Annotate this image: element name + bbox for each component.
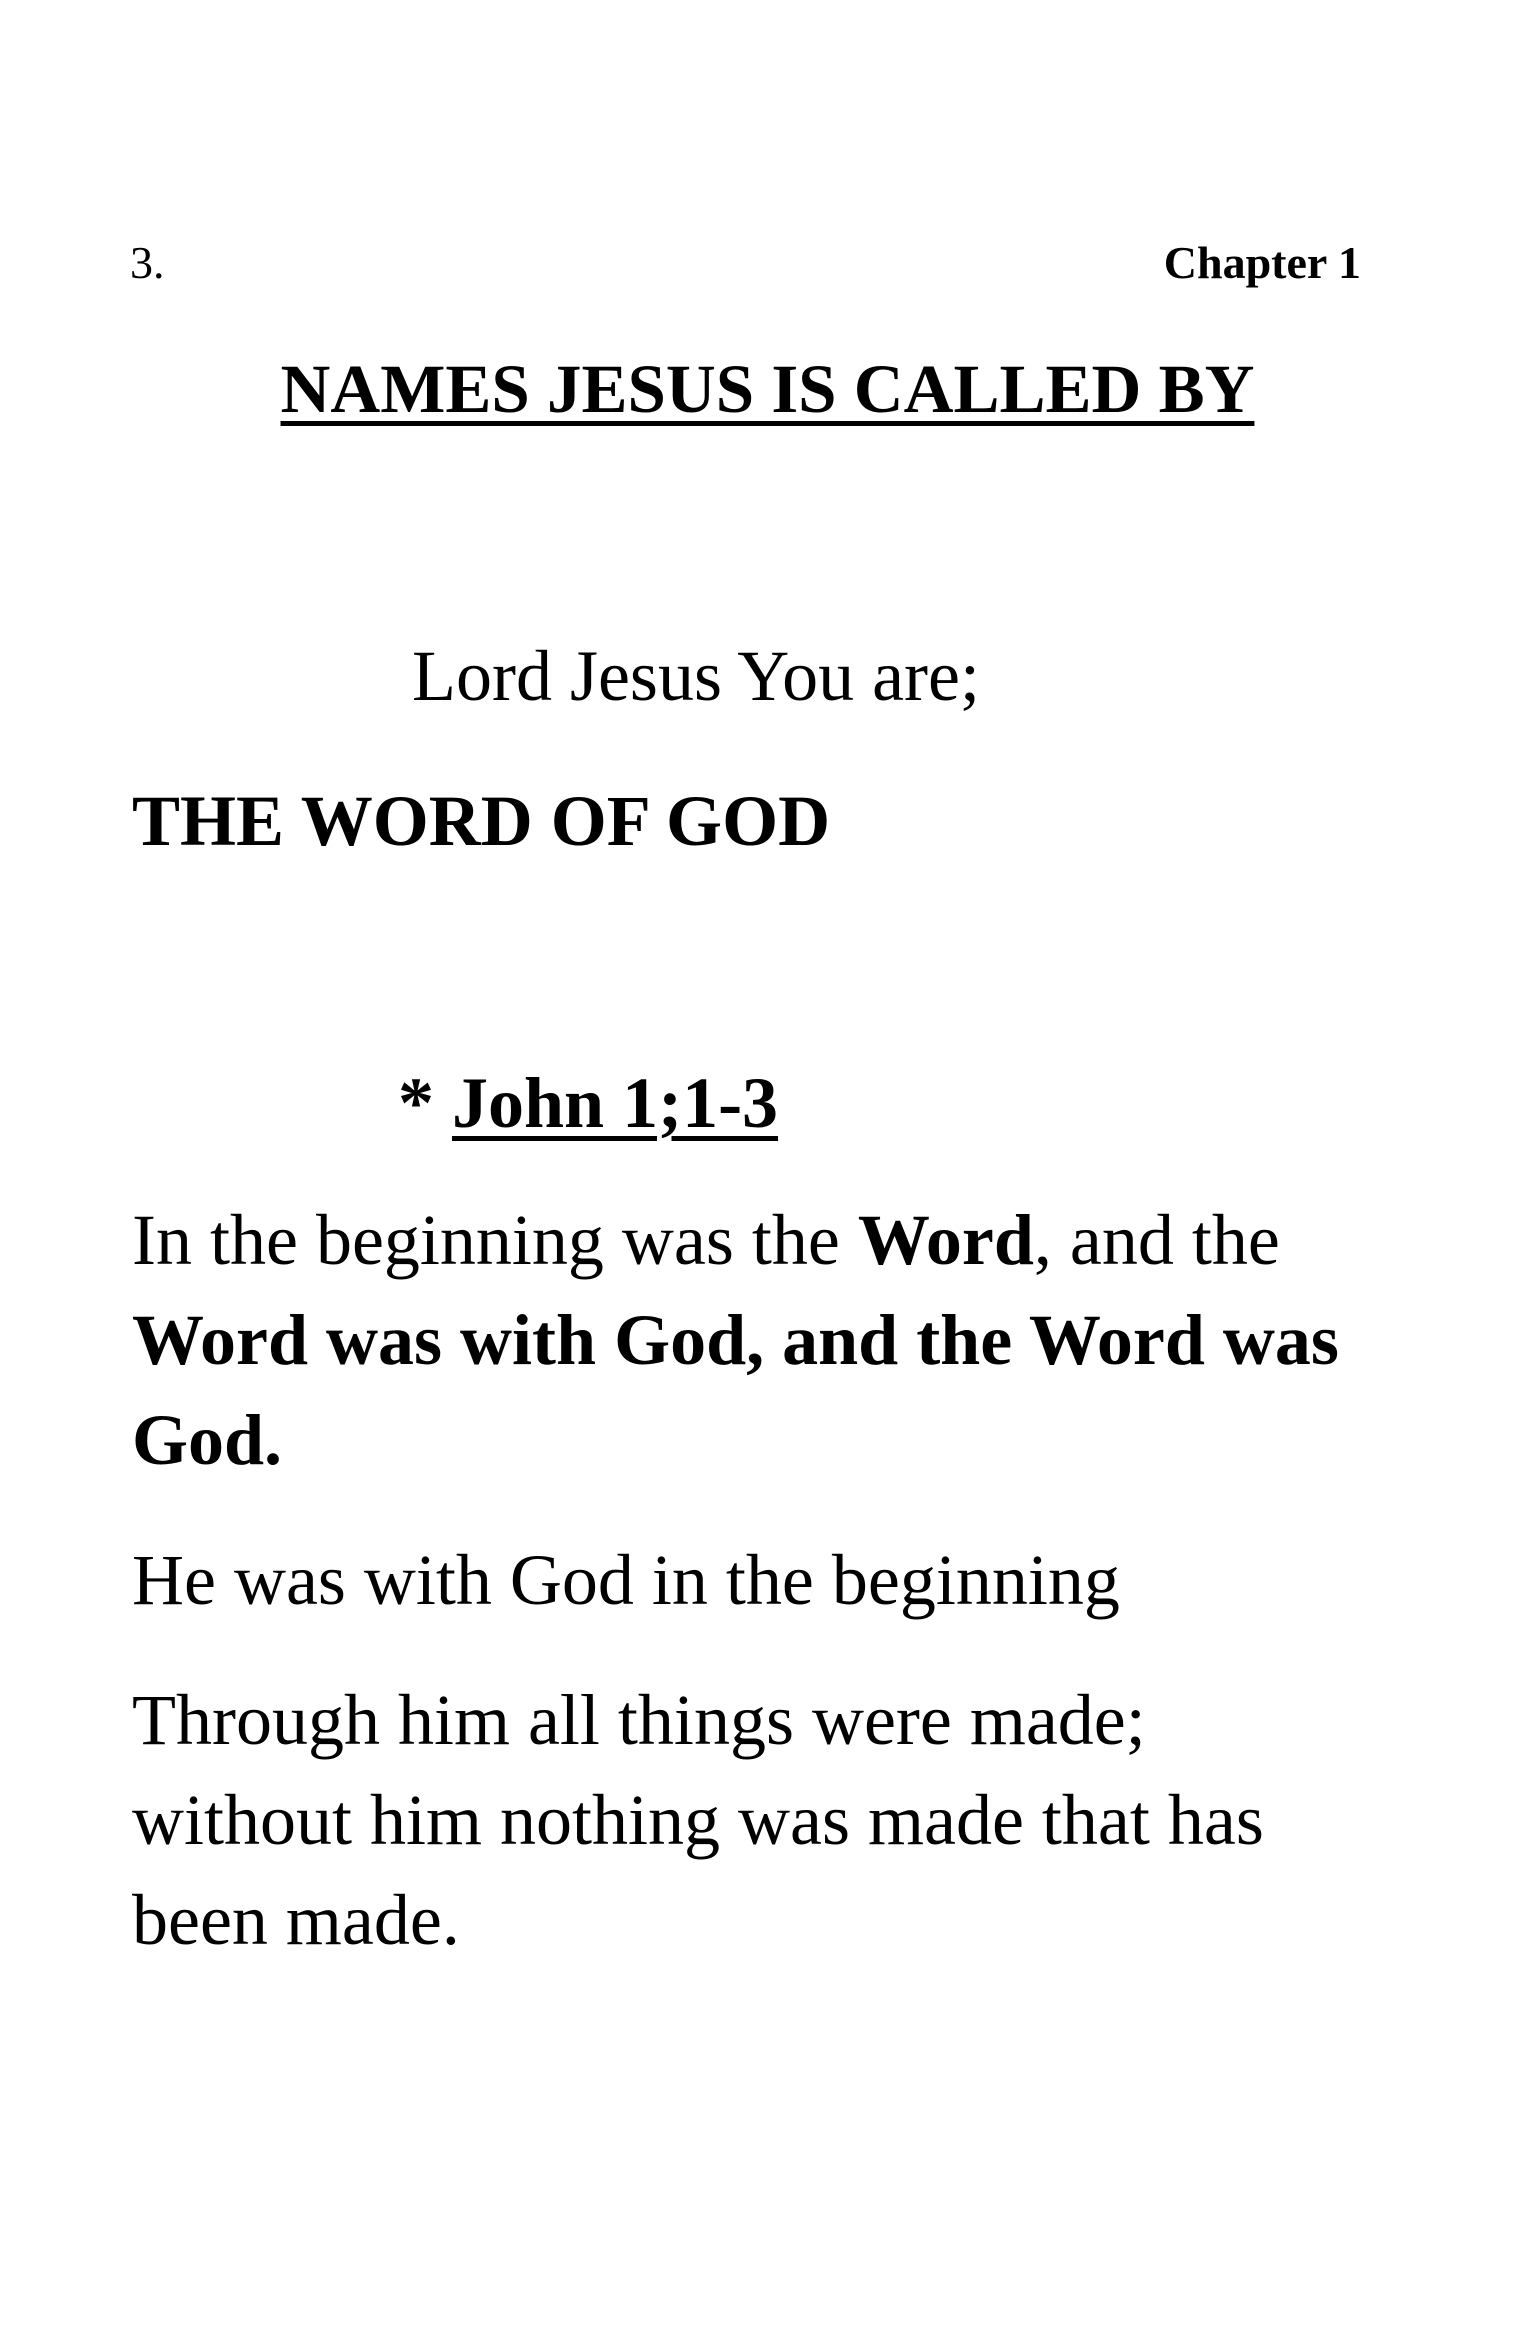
- verse-3-line-2: without him nothing was made that has: [132, 1780, 1264, 1860]
- page-title: [0, 351, 1535, 427]
- page-number: 3.: [130, 237, 165, 288]
- verse-1-line-1-part-b: Word: [857, 1200, 1034, 1280]
- verse-1: [132, 1190, 1432, 1490]
- scripture-bullet: *: [398, 1063, 452, 1143]
- verse-1-line-1-part-c: , and the: [1033, 1200, 1280, 1280]
- verse-3-line-3: been made.: [132, 1880, 460, 1960]
- verse-2-line-1: He was with God in the beginning: [132, 1540, 1120, 1620]
- verse-1-line-1: [132, 1190, 1432, 1290]
- verse-2: [132, 1530, 1432, 1630]
- verse-3-line-1: Through him all things were made;: [132, 1680, 1146, 1760]
- verse-1-line-3: God.: [132, 1400, 283, 1480]
- verse-1-line-2: Word was with God, and the Word was: [132, 1300, 1339, 1380]
- verse-3: [132, 1670, 1432, 1970]
- scripture-reference: [398, 1063, 779, 1143]
- section-heading: THE WORD OF GOD: [132, 781, 831, 861]
- verse-1-line-1-part-a: In the beginning was the: [132, 1200, 858, 1280]
- chapter-label: Chapter 1: [1163, 237, 1361, 288]
- intro-line: Lord Jesus You are;: [412, 636, 980, 716]
- scripture-reference-text: John 1;1-3: [452, 1063, 779, 1143]
- page-title-text: NAMES JESUS IS CALLED BY: [280, 351, 1255, 427]
